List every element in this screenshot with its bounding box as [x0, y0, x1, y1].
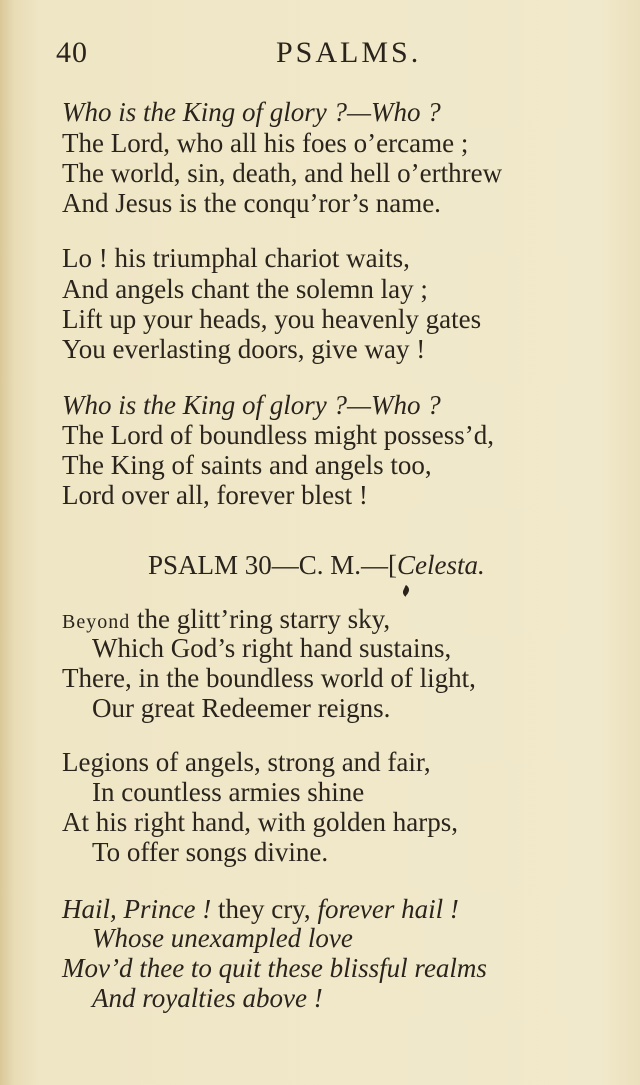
verse-line: And Jesus is the conqu’ror’s name. — [62, 188, 441, 218]
verse-line: And angels chant the solemn lay ; — [62, 274, 428, 304]
verse-line: Our great Redeemer reigns. — [92, 693, 391, 723]
tune-name: Celesta. — [397, 550, 485, 580]
verse-line: The King of saints and angels too, — [62, 450, 432, 480]
verse-line: Lo ! his triumphal chariot waits, — [62, 243, 410, 273]
verse-line: Hail, Prince ! they cry, forever hail ! — [62, 894, 459, 924]
verse-line: Legions of angels, strong and fair, — [62, 747, 431, 777]
verse-line: Lift up your heads, you heavenly gates — [62, 304, 482, 334]
first-word-small-caps: Beyond — [62, 611, 131, 633]
verse-line: The Lord of boundless might possess’d, — [62, 420, 494, 450]
running-head: PSALMS. — [276, 36, 422, 69]
verse-line: At his right hand, with golden harps, — [62, 807, 458, 837]
verse-line: Who is the King of glory ?—Who ? — [62, 390, 441, 420]
verse-line: The Lord, who all his foes o’ercame ; — [62, 128, 469, 158]
verse-line: And royalties above ! — [92, 983, 323, 1013]
verse-line: Which God’s right hand sustains, — [92, 633, 452, 663]
verse-line: To offer songs divine. — [92, 837, 329, 867]
verse-line: In countless armies shine — [92, 777, 365, 807]
verse-line: Lord over all, forever blest ! — [62, 480, 368, 510]
verse-line: You everlasting doors, give way ! — [62, 334, 426, 364]
verse-line: Whose unexampled love — [92, 923, 353, 953]
page-header — [40, 34, 600, 74]
ornament-icon — [400, 584, 412, 598]
verse-line: Beyond the glitt’ring starry sky, — [62, 604, 391, 634]
psalm-title: PSALM 30—C. M.—[ — [148, 550, 398, 580]
psalm-heading — [148, 550, 485, 581]
page-number: 40 — [56, 36, 88, 69]
verse-line: The world, sin, death, and hell o’erthrew — [62, 158, 503, 188]
verse-line: Who is the King of glory ?—Who ? — [62, 97, 441, 127]
verse-line: Mov’d thee to quit these blissful realms — [62, 953, 487, 983]
verse-line: There, in the boundless world of light, — [62, 663, 476, 693]
